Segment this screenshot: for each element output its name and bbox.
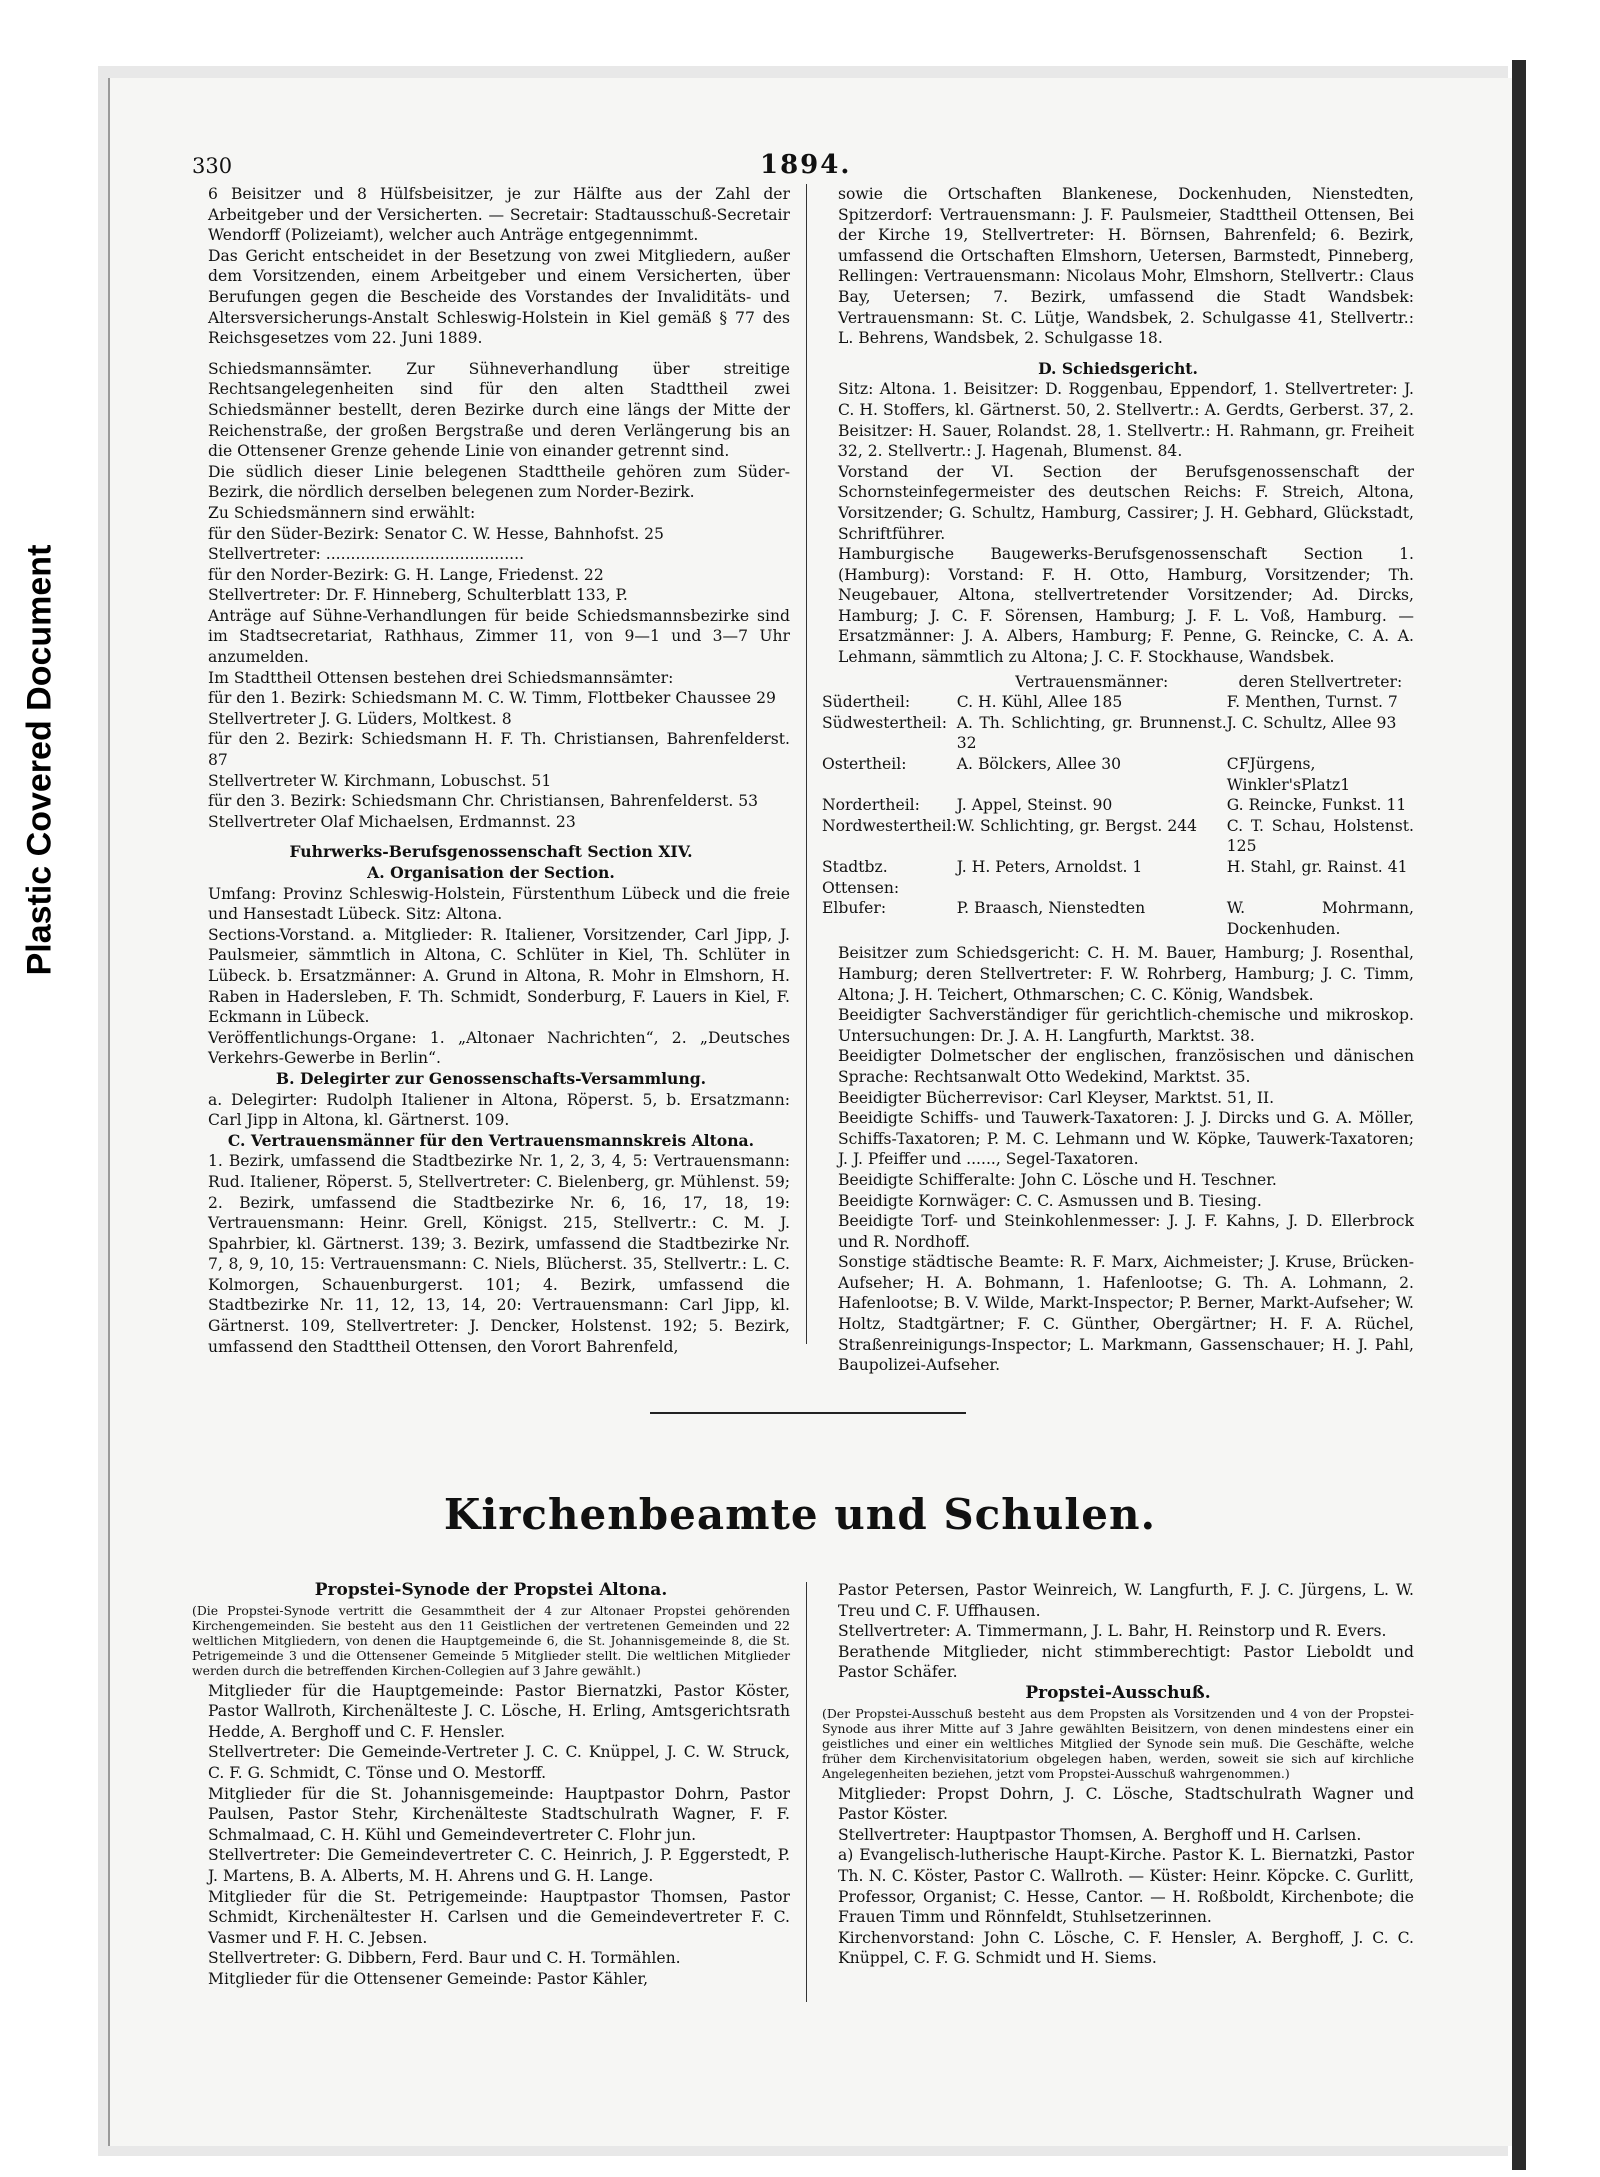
text-paragraph: Beeidigte Kornwäger: C. C. Asmussen und B. Tiesing. — [838, 1191, 1262, 1210]
text-paragraph: B. Delegirter zur Genossenschafts-Versammlung. — [275, 1068, 707, 1088]
text-paragraph: Pastor Petersen, Pastor Weinreich, W. Langfurth, F. J. C. Jürgens, L. W. Treu und C. F. Uffhausen. — [838, 1581, 1414, 1620]
text-paragraph: Stellvertreter: Hauptpastor Thomsen, A. Berghoff und H. Carlsen. — [838, 1825, 1362, 1844]
text-paragraph: Vorstand der VI. Section der Berufsgenossenschaft der Schornsteinfegermeister des deutschen Reichs: F. Streich, Altona, Vorsitzender; G. Schultz, Hamburg, Cassirer; J. H. Gebhard, Glückstadt, Schriftführer. — [838, 462, 1414, 543]
text-paragraph: Stellvertreter: Die Gemeindevertreter C. C. Heinrich, J. P. Eggerstedt, P. J. Martens, B. A. Alberts, M. H. Ahrens und G. H. Lange. — [208, 1846, 790, 1885]
table-row — [822, 713, 1414, 754]
table-cell: CFJürgens, Winkler'sPlatz1 — [1226, 755, 1351, 794]
text-paragraph: (Der Propstei-Ausschuß besteht aus dem Propsten als Vorsitzenden und 4 von der Propstei-Synode aus ihrer Mitte auf 3 Jahre gewählten Beisitzern, von denen mindestens einer ein geistliches und einer ein weltliches Mitglied der Synode sein muß. Die Geschäfte, welche früher dem Kirchenvisitatorium obgelegen haben, werden, soweit sie sich auf kirchliche Angelegenheiten beziehen, jetzt vom Propstei-Ausschuß wahrgenommen.) — [822, 1705, 1414, 1781]
text-paragraph: Mitglieder für die Ottensener Gemeinde: Pastor Kähler, — [208, 1969, 649, 1988]
table-row — [822, 754, 1414, 795]
right-column-part-a — [822, 184, 1414, 668]
section-rule — [650, 1412, 966, 1414]
text-paragraph: Umfang: Provinz Schleswig-Holstein, Fürstenthum Lübeck und die freie und Hansestadt Lübeck. Sitz: Altona. — [208, 884, 790, 924]
table-cell: P. Braasch, Nienstedten — [956, 899, 1146, 918]
text-paragraph: Stellvertreter: A. Timmermann, J. L. Bahr, H. Reinstorp und R. Evers. — [838, 1622, 1387, 1641]
table-cell: F. Menthen, Turnst. 7 — [1226, 693, 1398, 712]
text-paragraph: für den Norder-Bezirk: G. H. Lange, Friedenst. 22 — [208, 565, 604, 584]
text-paragraph: Beeidigte Schifferalte: John C. Lösche und H. Teschner. — [838, 1170, 1277, 1189]
text-paragraph: für den 1. Bezirk: Schiedsmann M. C. W. Timm, Flottbeker Chaussee 29 — [208, 689, 776, 708]
text-paragraph: a. Delegirter: Rudolph Italiener in Altona, Röperst. 5, b. Ersatzmann: Carl Jipp in Altona, kl. Gärtnerst. 109. — [208, 1090, 790, 1130]
text-paragraph: Im Stadttheil Ottensen bestehen drei Schiedsmannsämter: — [208, 668, 674, 687]
text-paragraph: Stellvertreter: ........................................ — [208, 545, 525, 564]
table-cell: J. C. Schultz, Allee 93 — [1226, 713, 1397, 732]
page-edge — [1512, 60, 1526, 2170]
table-cell: A. Bölckers, Allee 30 — [956, 755, 1122, 774]
text-paragraph: Propstei-Ausschuß. — [1025, 1682, 1211, 1703]
text-paragraph: Beeidigte Schiffs- und Tauwerk-Taxatoren: J. J. Dircks und G. A. Möller, Schiffs-Taxatoren; P. M. C. Lehmann und W. Köpke, Tauwerk-Taxatoren; J. J. Pfeiffer und ......, Segel-Taxatoren. — [838, 1109, 1414, 1169]
table-cell: Nordwestertheil: — [822, 816, 957, 835]
right-column — [822, 184, 1414, 1376]
text-paragraph: für den 3. Bezirk: Schiedsmann Chr. Christiansen, Bahrenfelderst. 53 — [208, 792, 759, 811]
text-paragraph: Beisitzer zum Schiedsgericht: C. H. M. Bauer, Hamburg; J. Rosenthal, Hamburg; deren Stellvertreter: F. W. Rohrberg, Hamburg; J. C. Timm, Altona; J. H. Teichert, Othmarschen; C. C. König, Wandsbek. — [838, 944, 1414, 1004]
text-paragraph: Beeidigte Torf- und Steinkohlenmesser: J. J. F. Kahns, J. D. Ellerbrock und R. Nordhoff. — [838, 1212, 1414, 1251]
text-paragraph: Die südlich dieser Linie belegenen Stadttheile gehören zum Süder-Bezirk, die nördlich derselben belegenen zum Norder-Bezirk. — [208, 462, 790, 502]
text-paragraph: Mitglieder für die St. Johannisgemeinde: Hauptpastor Dohrn, Pastor Paulsen, Pastor Stehr, Kirchenälteste Stadtschulrath Wagner, F. F. Schmalmaad, C. H. Kühl und Gemeindevertreter C. Flohr jun. — [208, 1784, 790, 1844]
table-row — [822, 898, 1414, 939]
text-paragraph: C. Vertrauensmänner für den Vertrauensmannskreis Altona. — [227, 1130, 755, 1150]
text-paragraph: Stellvertreter Olaf Michaelsen, Erdmannst. 23 — [208, 812, 576, 831]
table-row — [822, 816, 1414, 857]
left-column — [192, 184, 790, 1357]
table-cell: Ostertheil: — [822, 755, 907, 774]
table-row — [822, 795, 1414, 816]
trustee-table-wrapper — [822, 672, 1414, 940]
trustee-header: Vertrauensmänner: — [1015, 672, 1169, 691]
text-paragraph: Kirchenvorstand: John C. Lösche, C. F. Hensler, A. Berghoff, J. C. C. Knüppel, C. F. G. Schmidt und H. Siems. — [838, 1928, 1414, 1968]
page-year: 1894. — [760, 150, 852, 180]
table-cell: C. H. Kühl, Allee 185 — [956, 693, 1123, 712]
table-cell: Stadtbz. Ottensen: — [822, 858, 900, 897]
table-row — [822, 692, 1414, 713]
text-paragraph: A. Organisation der Section. — [367, 863, 615, 882]
table-cell: W. Schlichting, gr. Bergst. 244 — [956, 816, 1198, 835]
text-paragraph: Fuhrwerks-Berufsgenossenschaft Section XIV. — [289, 842, 693, 862]
text-paragraph: Schiedsmannsämter. Zur Sühneverhandlung über streitige Rechtsangelegenheiten sind für den alten Stadttheil zwei Schiedsmänner bestellt, deren Bezirke durch eine längs der Mitte der Reichenstraße, der großen Bergstraße und deren Verlängerung bis an die Ottensener Grenze gehende Linie von einander getrennt sind. — [208, 359, 790, 461]
side-label-panel — [0, 0, 80, 2177]
text-paragraph: Mitglieder für die Hauptgemeinde: Pastor Biernatzki, Pastor Köster, Pastor Wallroth, Kirchenälteste J. C. Lösche, H. Erling, Amtsgerichtsrath Hedde, A. Berghoff und C. F. Hensler. — [208, 1681, 790, 1741]
table-cell: C. T. Schau, Holstenst. 125 — [1226, 816, 1414, 856]
lower-left-column — [192, 1580, 790, 1990]
text-paragraph: Das Gericht entscheidet in der Besetzung von zwei Mitgliedern, außer dem Vorsitzenden, einem Arbeitgeber und einem Versicherten, über Berufungen gegen die Bescheide des Vorstandes der Invaliditäts- und Altersversicherungs-Anstalt Schleswig-Holstein in Kiel gemäß § 77 des Reichsgesetzes vom 22. Juni 1889. — [208, 246, 790, 348]
side-label: Plastic Covered Document — [20, 544, 59, 976]
text-paragraph: Beeidigter Dolmetscher der englischen, französischen und dänischen Sprache: Rechtsanwalt Otto Wedekind, Marktst. 35. — [838, 1047, 1414, 1086]
table-cell: G. Reincke, Funkst. 11 — [1226, 796, 1407, 815]
page-number: 330 — [192, 154, 233, 178]
table-row — [822, 857, 1414, 898]
table-cell: J. Appel, Steinst. 90 — [956, 796, 1113, 815]
column-divider-top — [806, 184, 807, 1344]
table-cell: Südwestertheil: — [822, 713, 948, 732]
text-paragraph: Anträge auf Sühne-Verhandlungen für beide Schiedsmannsbezirke sind im Stadtsecretariat, Rathhaus, Zimmer 11, von 9—1 und 3—7 Uhr anzumelden. — [208, 606, 790, 667]
text-paragraph: 1. Bezirk, umfassend die Stadtbezirke Nr. 1, 2, 3, 4, 5: Vertrauensmann: Rud. Italiener, Röperst. 5, Stellvertreter: C. Bielenberg, gr. Mühlenst. 59; 2. Bezirk, umfassend die Stadtbezirke Nr. 6, 16, 17, 18, 19: Vertrauensmann: Heinr. Grell, Königst. 215, Stellvertr.: C. M. J. Spahrbier, kl. Gärtnerst. 139; 3. Bezirk, umfassend die Stadtbezirke Nr. 7, 8, 9, 10, 15: Vertrauensmann: C. Niels, Blücherst. 35, Stellvertr.: L. C. Kolmorgen, Schauenburgerst. 101; 4. Bezirk, umfassend die Stadtbezirke Nr. 11, 12, 13, 14, 20: Vertrauensmann: Carl Jipp, kl. Gärtnerst. 109, Stellvertreter: J. Dencker, Holstenst. 192; 5. Bezirk, umfassend den Stadttheil Ottensen, den Vorort Bahrenfeld, — [208, 1152, 790, 1356]
text-paragraph: (Die Propstei-Synode vertritt die Gesammtheit der 4 zur Altonaer Propstei gehörenden Kirchengemeinden. Sie besteht aus den 11 Geistlichen der vertretenen Gemeinden und 22 weltlichen Mitgliedern, von denen die Hauptgemeinde 6, die St. Johannisgemeinde 8, die St. Petrigemeinde 3 und die Ottensener Gemeinde 5 Mitglieder stellt. Die weltlichen Mitglieder werden durch die betreffenden Kirchen-Collegien auf 3 Jahre gewählt.) — [192, 1602, 790, 1678]
trustee-table — [822, 672, 1414, 940]
text-paragraph: Propstei-Synode der Propstei Altona. — [314, 1580, 668, 1600]
text-paragraph: 6 Beisitzer und 8 Hülfsbeisitzer, je zur Hälfte aus der Zahl der Arbeitgeber und der Versicherten. — Secretair: Stadtausschuß-Secretair Wendorff (Polizeiamt), welcher auch Anträge entgegennimmt. — [208, 185, 790, 245]
right-column-part-b — [822, 943, 1414, 1375]
text-paragraph: sowie die Ortschaften Blankenese, Dockenhuden, Nienstedten, Spitzerdorf: Vertrauensmann: J. F. Paulsmeier, Stadttheil Ottensen, Bei der Kirche 19, Stellvertreter: H. Börnsen, Bahrenfeld; 6. Bezirk, umfassend die Ortschaften Elmshorn, Uetersen, Barmstedt, Pinneberg, Rellingen: Vertrauensmann: Nicolaus Mohr, Elmshorn, Stellvertr.: Claus Bay, Uetersen; 7. Bezirk, umfassend die Stadt Wandsbek: Vertrauensmann: St. C. Lütje, Wandsbek, 2. Schulgasse 41, Stellvertr.: L. Behrens, Wandsbek, 2. Schulgasse 18. — [838, 185, 1414, 348]
text-paragraph: für den Süder-Bezirk: Senator C. W. Hesse, Bahnhofst. 25 — [208, 524, 664, 543]
text-paragraph: a) Evangelisch-lutherische Haupt-Kirche. Pastor K. L. Biernatzki, Pastor Th. N. C. Köster, Pastor C. Wallroth. — Küster: Heinr. Köpcke. C. Gurlitt, Professor, Organist; C. Hesse, Cantor. — H. Roßboldt, Kirchenbote; die Frauen Timm und Rönnfeldt, Stuhlsetzerinnen. — [838, 1846, 1414, 1927]
lower-right-column — [822, 1580, 1414, 1969]
text-paragraph: Beeidigter Sachverständiger für gerichtlich-chemische und mikroskop. Untersuchungen: Dr. J. A. H. Langfurth, Marktst. 38. — [838, 1006, 1414, 1045]
table-cell: A. Th. Schlichting, gr. Brunnenst. 32 — [956, 713, 1227, 753]
text-paragraph: Mitglieder: Propst Dohrn, J. C. Lösche, Stadtschulrath Wagner und Pastor Köster. — [838, 1784, 1414, 1824]
text-paragraph: Mitglieder für die St. Petrigemeinde: Hauptpastor Thomsen, Pastor Schmidt, Kirchenältester H. Carlsen und die Gemeindevertreter F. C. Vasmer und F. H. C. Jebsen. — [208, 1887, 790, 1947]
table-cell: Nordertheil: — [822, 796, 920, 815]
text-paragraph: Hamburgische Baugewerks-Berufsgenossenschaft Section 1. (Hamburg): Vorstand: F. H. Otto, Hamburg, Vorsitzender; Th. Neugebauer, Altona, stellvertretender Vorsitzender; Ad. Dircks, Hamburg; J. C. F. Sörensen, Hamburg; J. F. L. Voß, Hamburg. — Ersatzmänner: J. A. Albers, Hamburg; F. Penne, G. Reincke, C. A. A. Lehmann, sämmtlich zu Altona; J. C. F. Stockhause, Wandsbek. — [838, 545, 1414, 667]
text-paragraph: Beeidigter Bücherrevisor: Carl Kleyser, Marktst. 51, II. — [838, 1088, 1275, 1107]
text-paragraph: Sonstige städtische Beamte: R. F. Marx, Aichmeister; J. Kruse, Brücken-Aufseher; H. A. Bohmann, 1. Hafenlootse; G. Th. A. Lohmann, 2. Hafenlootse; B. V. Wilde, Markt-Inspector; P. Berner, Markt-Aufseher; W. Holtz, Stadtgärtner; F. C. Günther, Obergärtner; H. F. A. Rüchel, Straßenreinigungs-Inspector; L. Markmann, Gassenschauer; H. J. Pahl, Baupolizei-Aufseher. — [838, 1253, 1414, 1375]
deputy-header: deren Stellvertreter: — [1238, 672, 1403, 691]
table-cell: W. Mohrmann, Dockenhuden. — [1226, 899, 1414, 938]
text-paragraph: Stellvertreter: Die Gemeinde-Vertreter J. C. C. Knüppel, J. C. W. Struck, C. F. G. Schmidt, C. Tönse und O. Mestorff. — [208, 1743, 790, 1782]
table-cell: Elbufer: — [822, 899, 887, 918]
text-paragraph: D. Schiedsgericht. — [1038, 358, 1198, 378]
section-heading: Kirchenbeamte und Schulen. — [443, 1490, 1157, 1539]
text-paragraph: Stellvertreter W. Kirchmann, Lobuschst. 51 — [208, 771, 552, 790]
text-paragraph: Berathende Mitglieder, nicht stimmberechtigt: Pastor Lieboldt und Pastor Schäfer. — [838, 1642, 1414, 1682]
table-cell: Südertheil: — [822, 693, 911, 712]
text-paragraph: Sections-Vorstand. a. Mitglieder: R. Italiener, Vorsitzender, Carl Jipp, J. Paulsmeier, sämmtlich in Altona, C. Schlüter in Kiel, Th. Schlüter in Lübeck. b. Ersatzmänner: A. Grund in Altona, R. Mohr in Elmshorn, H. Raben in Hadersleben, F. Th. Schmidt, Sonderburg, F. Lauers in Kiel, F. Eckmann in Lübeck. — [208, 925, 790, 1027]
text-paragraph: Stellvertreter J. G. Lüders, Moltkest. 8 — [208, 709, 512, 728]
text-paragraph: Sitz: Altona. 1. Beisitzer: D. Roggenbau, Eppendorf, 1. Stellvertreter: J. C. H. Stoffers, kl. Gärtnerst. 50, 2. Stellvertr.: A. Gerdts, Gerberst. 37, 2. Beisitzer: H. Sauer, Rolandst. 28, 1. Stellvertr.: H. Rahmann, gr. Freiheit 32, 2. Stellvertr.: J. Hagenah, Blumenst. 84. — [838, 380, 1414, 461]
table-cell: J. H. Peters, Arnoldst. 1 — [956, 858, 1143, 876]
text-paragraph: Stellvertreter: G. Dibbern, Ferd. Baur und C. H. Tormählen. — [208, 1949, 681, 1968]
text-paragraph: für den 2. Bezirk: Schiedsmann H. F. Th. Christiansen, Bahrenfelderst. 87 — [208, 730, 790, 770]
text-paragraph: Stellvertreter: Dr. F. Hinneberg, Schulterblatt 133, P. — [208, 586, 628, 605]
column-divider-bottom — [806, 1582, 807, 2002]
text-paragraph: Zu Schiedsmännern sind erwählt: — [208, 503, 476, 522]
table-cell: H. Stahl, gr. Rainst. 41 — [1226, 858, 1408, 876]
text-paragraph: Veröffentlichungs-Organe: 1. „Altonaer Nachrichten“, 2. „Deutsches Verkehrs-Gewerbe in Berlin“. — [208, 1028, 790, 1068]
